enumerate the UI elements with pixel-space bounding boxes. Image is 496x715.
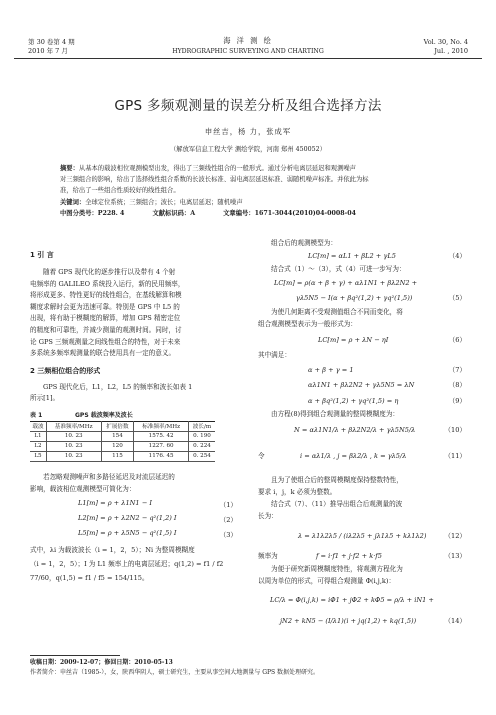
table-cell: 1227. 60 xyxy=(134,441,189,451)
section-2-line: GPS 现代化后，L1，L2，L5 的频率和波长如表 1 xyxy=(43,382,193,391)
equation-8-number: （8） xyxy=(448,381,466,389)
table-cell: L2 xyxy=(30,441,46,451)
intro-line: 随着 GPS 现代化的逐步推行以及带有 4 个射 xyxy=(43,268,176,276)
table-cell: 154 xyxy=(101,431,134,441)
equation-10: N = αλ1N1/λ + βλ2N2/λ + γλ5N5/λ xyxy=(294,426,416,434)
intro-line: 多系统多频率观测量的联合使用具有一定的意义。 xyxy=(30,349,176,358)
equation-10-number: （10） xyxy=(444,426,466,434)
where-line: 式中，λi 为载波波长（i = 1，2，5）；Ni 为整周模糊度 xyxy=(30,546,195,555)
table-row xyxy=(30,441,215,451)
equation-12-number: （12） xyxy=(444,532,466,540)
equation-9-number: （9） xyxy=(448,397,466,405)
footnote xyxy=(30,658,470,677)
table-cell: 10. 23 xyxy=(46,431,101,441)
section-2-line: 所示[1]。 xyxy=(30,394,60,403)
equation-11: i = αλ1/λ , j = βλ2/λ , k = γλ5/λ xyxy=(300,452,407,460)
table-header: 载波 xyxy=(30,421,46,431)
equation-2-number: （2） xyxy=(219,516,237,525)
section-1-heading: 1 引 言 xyxy=(30,251,54,259)
right-text: 为便于研究新周模糊度特性，将观测方程化为 xyxy=(271,565,403,573)
table-cell: 10. 23 xyxy=(46,451,101,461)
right-text: 要求 i，j，k 必须为整数。 xyxy=(258,488,337,496)
abstract-line-2: 对三频组合的影响，给出了选择线性组合系数的长波长标准、弱电离层延迟标准、弱随机噪声标准。并依此为标 xyxy=(60,176,369,184)
frequency-table xyxy=(30,421,215,462)
equation-1: L1[m] = ρ + λ1N1 − I xyxy=(78,499,152,508)
equation-14-number: （14） xyxy=(444,617,466,625)
right-text: 组合后的观测模型为： xyxy=(271,239,337,247)
table-cell: 120 xyxy=(101,441,134,451)
equation-5-line-1: LC[m] = ρ(α + β + γ) + αλ1N1 + βλ2N2 + xyxy=(274,279,418,287)
table-cell: 1176. 45 xyxy=(134,451,189,461)
document-code: 文献标识码：A xyxy=(152,209,196,217)
equation-14-line-1: LC/λ = Φ(i,j,k) = iΦ1 + jΦ2 + kΦ5 = ρ/λ + iN1 + xyxy=(270,596,434,604)
equation-3-number: （3） xyxy=(219,531,237,540)
abstract-label: 摘要： xyxy=(60,165,79,172)
volume-issue-en: Vol. 30, No. 4 xyxy=(423,38,468,46)
intro-line: 的精度和可靠性，并减少测量的观测时间。同时，讨 xyxy=(30,325,182,334)
right-text: 长为： xyxy=(258,512,278,520)
equations-1-3 xyxy=(30,497,237,543)
intro-line: 出现，将有助于模糊度的解算，增加 GPS 精密定位 xyxy=(30,314,181,323)
equation-9: α + βq²(1,2) + γq²(1,5) = η xyxy=(308,397,399,405)
equation-8: αλ1N1 + βλ2N2 + γλ5N5 = λN xyxy=(308,381,415,389)
right-text: 频率为 xyxy=(258,552,278,560)
table-cell: 115 xyxy=(101,451,134,461)
equation-4-number: （4） xyxy=(448,252,466,260)
where-line: （i = 1，2，5）；I 为 L1 频率上的电离层延迟；q(1,2) = f1 / f2 xyxy=(30,560,224,569)
right-text: 以周为单位的形式，可得组合观测量 Φ(i,j,k)： xyxy=(258,577,396,585)
received-date: 收稿日期：2009-12-07；修回日期：2010-05-13 xyxy=(30,659,173,666)
equation-3: L5[m] = ρ + λ5N5 − q²(1,5) I xyxy=(78,529,177,538)
equation-2: L2[m] = ρ + λ2N2 − q²(1,2) I xyxy=(78,514,177,523)
right-text: 且为了使组合后的整周模糊度保持整数特性， xyxy=(271,476,403,484)
intro-line: 将形成更多、特性更好的线性组合，在基线解算和模 xyxy=(30,291,182,300)
date-cn: 2010 年 7 月 xyxy=(28,47,68,55)
right-text: 组合观测模型表示为一般形式为： xyxy=(258,320,357,328)
equation-13-number: （13） xyxy=(444,552,466,560)
right-text: 由方程(8)得到组合观测量的整周模糊度为： xyxy=(271,410,400,418)
right-text: 结合式（1）～（3），式（4）可进一步写为： xyxy=(271,265,406,273)
table-cell: 0. 224 xyxy=(188,441,215,451)
equation-6: LC[m] = ρ + λN − ηI xyxy=(318,336,389,344)
authors: 申丝吉，杨 力，张成军 xyxy=(204,127,292,136)
table-header: 标准频率/MHz xyxy=(134,421,189,431)
section-2-heading: 2 三频相位组合的形式 xyxy=(30,366,101,375)
right-text: 令 xyxy=(258,452,265,460)
where-line: 77/60，q(1,5) = f1 / f5 = 154/115。 xyxy=(30,574,149,583)
right-text: 结合式（7）、（11）推导出组合后观测量的波 xyxy=(271,500,403,508)
right-text: 其中满足： xyxy=(258,351,291,359)
table-caption xyxy=(30,410,237,419)
volume-issue-cn: 第 30 卷第 4 期 xyxy=(28,38,75,46)
equation-5-line-2: γλ5N5 − I(α + βq²(1,2) + γq²(1,5)) xyxy=(296,294,413,302)
journal-name-cn: 海 洋 测 绘 xyxy=(223,36,273,45)
equation-5-number: （5） xyxy=(448,294,466,302)
abstract-line-1: 从基本的载波相位观测模型出发，得出了三频线性组合的一般形式。通过分析电离层延迟和观测噪声 xyxy=(78,165,356,172)
equation-11-number: （11） xyxy=(444,452,466,460)
clc-number: 中图分类号：P228. 4 xyxy=(60,209,125,217)
table-number: 表 1 xyxy=(30,411,43,419)
equation-7-number: （7） xyxy=(448,366,466,374)
right-column xyxy=(258,238,466,640)
intro-line: 论 GPS 三频观测量之间线性组合的特性，对于未来 xyxy=(30,337,181,346)
table-row xyxy=(30,431,215,441)
table-cell: 0. 190 xyxy=(188,431,215,441)
paper-title: GPS 多频观测量的误差分析及组合选择方法 xyxy=(114,98,382,114)
keywords: 全球定位系统；三频组合；波长；电离层延迟；随机噪声 xyxy=(85,198,243,206)
model-text-line: 若忽略观测噪声和多路径延迟及对流层延迟的 xyxy=(43,472,175,481)
date-en: Jul. , 2010 xyxy=(434,47,468,55)
table-cell: 10. 23 xyxy=(46,441,101,451)
author-bio: 作者简介：申丝吉（1985-），女，陕西华阴人，硕士研究生，主要从事空间大地测量与 GPS 数据处理研究。 xyxy=(30,668,320,676)
equation-13: f = i·f1 + j·f2 + k·f5 xyxy=(316,552,382,560)
affiliation: （解放军信息工程大学 测绘学院，河南 郑州 450052） xyxy=(170,146,326,153)
table-header: 波长/m xyxy=(188,421,215,431)
equation-6-number: （6） xyxy=(448,336,466,344)
article-number: 文章编号：1671-3044(2010)04-0008-04 xyxy=(223,209,357,217)
footnote-rule xyxy=(30,655,120,656)
table-row xyxy=(30,451,215,461)
table-cell: 1575. 42 xyxy=(134,431,189,441)
table-cell: L1 xyxy=(30,431,46,441)
model-text-line: 影响，载波相位观测模型可简化为： xyxy=(30,484,136,493)
table-header: 扩展倍数 xyxy=(101,421,134,431)
intro-paragraph xyxy=(30,267,237,360)
equation-12: λ = λ1λ2λ5 / (iλ2λ5 + jλ1λ5 + kλ1λ2) xyxy=(298,532,427,540)
table-title: GPS 载波频率及波长 xyxy=(75,411,133,419)
left-column xyxy=(30,238,237,585)
intro-line: 电频率的 GALILEO 系统投入运行，新的民用频率， xyxy=(30,279,185,288)
right-text: 为使几何距离不受观测值组合不同而变化，将 xyxy=(271,308,403,316)
keywords-label: 关键词： xyxy=(60,198,86,206)
table-header: 基准频率/MHz xyxy=(46,421,101,431)
abstract xyxy=(60,163,450,219)
header-rule xyxy=(14,58,482,59)
table-cell: L5 xyxy=(30,451,46,461)
intro-line: 糊度求解时会更为迅速可靠。特别是 GPS 中 L5 的 xyxy=(30,302,180,311)
table-cell: 0. 254 xyxy=(188,451,215,461)
table-header-row xyxy=(30,421,215,431)
equation-7: α + β + γ = 1 xyxy=(308,366,354,374)
equation-14-line-2: jN2 + kN5 − (I/λ1)(i + jq(1,2) + kq(1,5)) xyxy=(280,617,417,625)
equation-4: LC[m] = αL1 + βL2 + γL5 xyxy=(308,252,396,260)
abstract-line-3: 准，给出了一些组合性质较好的线性组合。 xyxy=(60,187,180,195)
journal-name-en: HYDROGRAPHIC SURVEYING AND CHARTING xyxy=(172,48,324,55)
equation-1-number: （1） xyxy=(219,501,237,510)
